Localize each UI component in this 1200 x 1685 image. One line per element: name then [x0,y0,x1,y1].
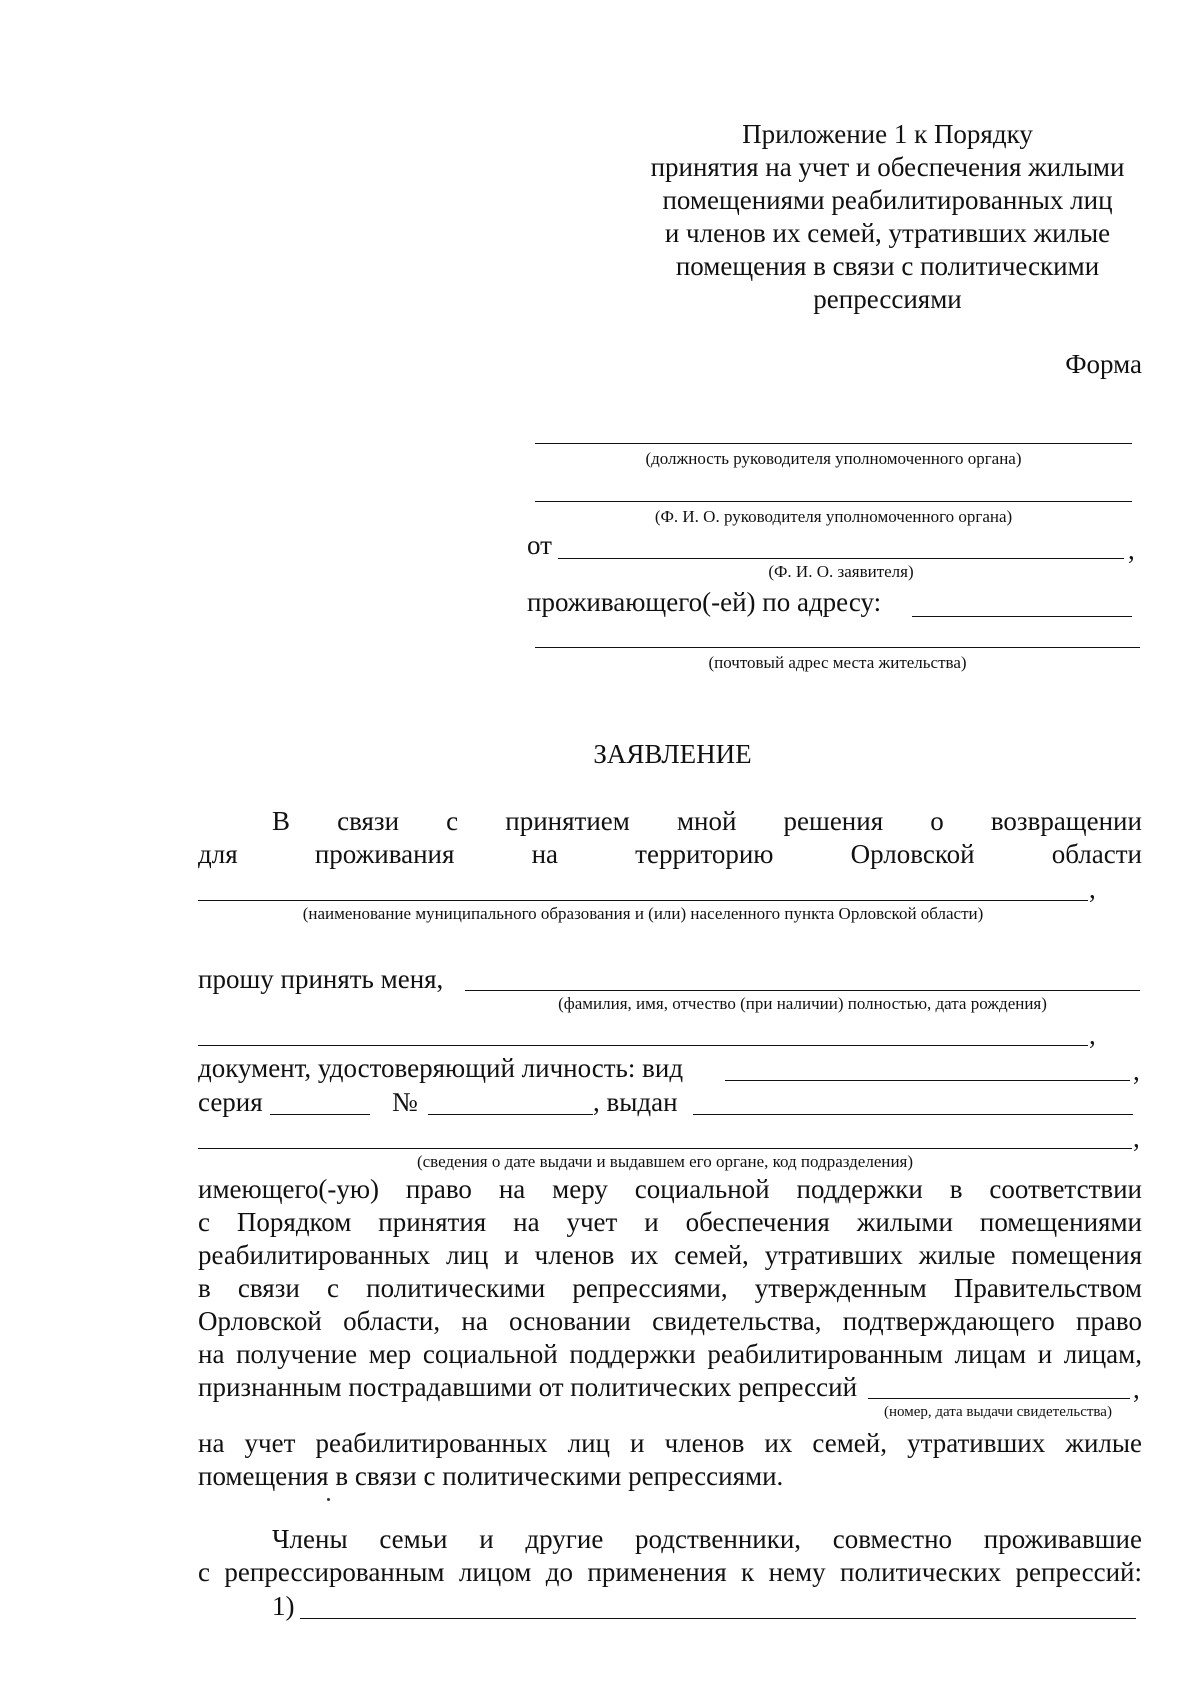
series-field[interactable] [270,1114,370,1115]
applicant-caption: (Ф. И. О. заявителя) [768,562,914,581]
intro-word: территорию [635,839,774,869]
paragraph-line: на учет реабилитированных лиц и членов их семей, утративших жилые [198,1428,1142,1458]
appendix-line: и членов их семей, утративших жилые [664,218,1111,248]
intro-word: В [272,806,291,836]
paragraph-line: в связи с политическими репрессиями, утвержденным Правительством [198,1273,1142,1303]
appendix-line: помещения в связи с политическими [675,251,1100,281]
intro-word: области [1051,839,1142,869]
fio-field[interactable] [465,990,1140,991]
scan-speck [327,1498,330,1501]
paragraph-line: с репрессированным лицом до применения к нему политических репрессий: [198,1557,1142,1587]
municipality-caption: (наименование муниципального образования и (или) населенного пункта Орловской области) [302,904,984,923]
address-full-field[interactable] [535,647,1140,648]
fio-comma: , [1089,1020,1096,1050]
issue-details-field[interactable] [198,1148,1132,1149]
right-paragraph [198,1173,1142,1371]
paragraph-line: помещения в связи с политическими репрессиями. [198,1461,784,1491]
intro-word: о [930,806,944,836]
form-label: Форма [1065,349,1142,379]
head-name-field[interactable] [535,501,1132,502]
family-item-number: 1) [272,1591,295,1621]
intro-line-2 [198,838,1142,871]
address-field[interactable] [912,616,1132,617]
appendix-header [600,118,1175,316]
intro-word: с [446,806,459,836]
paragraph-line: с Порядком принятия на учет и обеспечения жилыми помещениями [198,1207,1142,1237]
intro-word: принятием [505,806,630,836]
certificate-caption: (номер, дата выдачи свидетельства) [884,1404,1112,1420]
appendix-line: Приложение 1 к Порядку [742,119,1033,149]
number-field[interactable] [428,1114,593,1115]
paragraph-line: Орловской области, на основании свидетельства, подтверждающего право [198,1306,1142,1336]
applicant-comma: , [1128,535,1135,565]
head-name-caption: (Ф. И. О. руководителя уполномоченного органа) [654,507,1013,526]
family-member-1-field[interactable] [300,1618,1136,1619]
address-caption: (почтовый адрес места жительства) [708,653,967,672]
from-label: от [527,530,552,560]
intro-word: проживания [314,839,455,869]
fio-caption: (фамилия, имя, отчество (при наличии) полностью, дата рождения) [558,994,1047,1013]
family-paragraph [198,1523,1142,1589]
residing-label: проживающего(-ей) по адресу: [527,587,882,617]
paragraph-line: Члены семьи и другие родственники, совместно проживавшие [272,1524,1142,1554]
number-label: № [392,1087,418,1117]
appendix-line: репрессиями [813,284,962,314]
id-doc-type-field[interactable] [725,1080,1130,1081]
appendix-line: принятия на учет и обеспечения жилыми [650,152,1125,182]
position-field[interactable] [535,443,1132,444]
appendix-line: помещениями реабилитированных лиц [662,185,1113,215]
paragraph-line: имеющего(-ую) право на меру социальной поддержки в соответствии [198,1174,1142,1204]
intro-word: Орловской [850,839,975,869]
intro-word: мной [676,806,737,836]
certificate-comma: , [1133,1374,1140,1404]
id-doc-label: документ, удостоверяющий личность: вид [198,1053,684,1083]
issue-comma: , [1133,1123,1140,1153]
issue-caption: (сведения о дате выдачи и выдавшем его органе, код подразделения) [416,1152,914,1171]
registration-paragraph [198,1427,1142,1493]
municipality-field[interactable] [198,900,1088,901]
issued-by-field[interactable] [693,1114,1133,1115]
intro-word: для [198,839,238,869]
paragraph-line: реабилитированных лиц и членов их семей, утративших жилые помещения [198,1240,1142,1270]
series-label: серия [198,1087,263,1117]
document-title: ЗАЯВЛЕНИЕ [593,739,752,769]
intro-word: связи [337,806,400,836]
municipality-comma: , [1089,874,1096,904]
request-label: прошу принять меня, [198,964,444,994]
recognized-label: признанным пострадавшими от политических репрессий [198,1372,858,1402]
id-doc-comma: , [1133,1056,1140,1086]
intro-word: решения [783,806,884,836]
applicant-name-field[interactable] [558,558,1124,559]
paragraph-line: на получение мер социальной поддержки реабилитированным лицам и лицам, [198,1339,1142,1369]
fio-continuation-field[interactable] [198,1045,1088,1046]
intro-word: на [531,839,558,869]
position-caption: (должность руководителя уполномоченного органа) [645,449,1022,468]
issued-label: , выдан [593,1087,678,1117]
certificate-field[interactable] [868,1398,1130,1399]
intro-line-1 [272,805,1142,838]
intro-word: возвращении [990,806,1142,836]
